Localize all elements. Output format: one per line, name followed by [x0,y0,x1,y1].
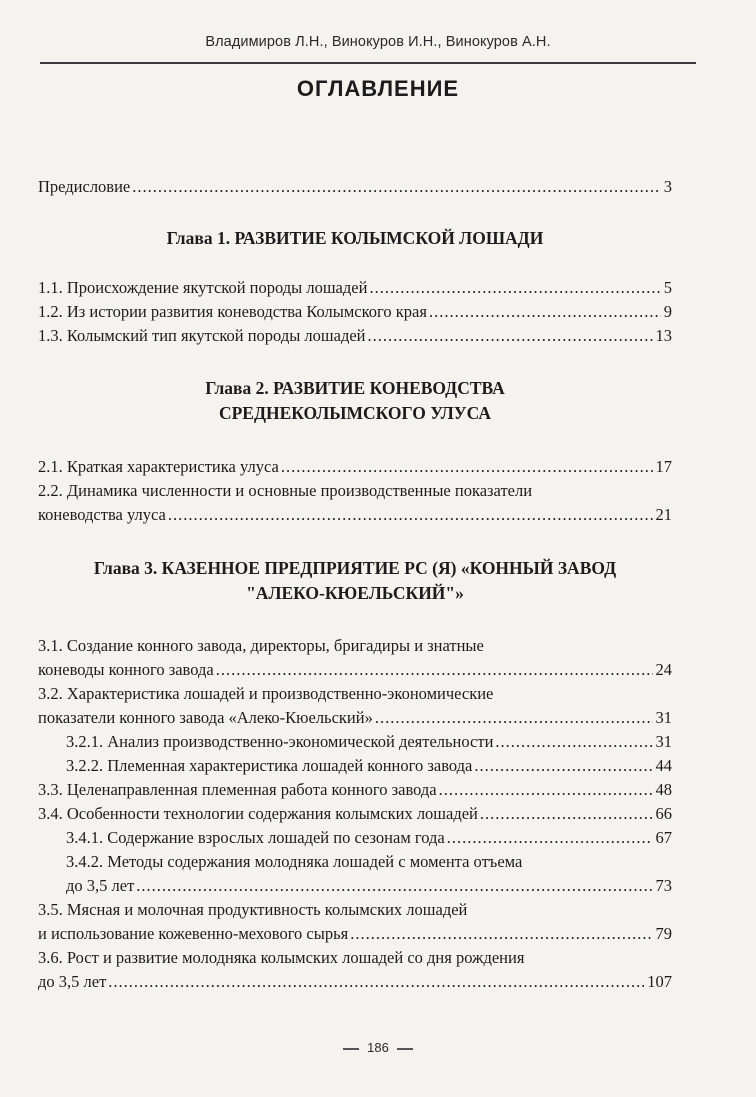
footer-dash-left [343,1048,359,1050]
toc-page: 31 [655,732,672,751]
chapter-3-heading [38,556,672,606]
chapter-2-heading [38,376,672,426]
toc-page: 3 [663,177,672,196]
toc-page: 107 [647,972,672,991]
toc-entry [38,276,672,300]
dot-leader [495,730,652,754]
toc-entry-line1: 3.1. Создание конного завода, директоры, бригадиры и знатные [38,636,484,655]
toc-entry [38,455,672,479]
toc-entry [38,658,672,682]
dot-leader [168,503,653,527]
toc-page: 21 [655,505,672,524]
toc-page: 13 [655,326,672,345]
toc-entry-line1: 3.6. Рост и развитие молодняка колымских лошадей со дня рождения [38,948,525,967]
dot-leader [108,970,644,994]
footer-dash-right [397,1048,413,1050]
toc-label: до 3,5 лет [38,972,107,991]
dot-leader [375,706,653,730]
toc-page: 17 [655,457,672,476]
page-number: 186 [367,1040,389,1055]
toc-label: 1.1. Происхождение якутской породы лошадей [38,278,368,297]
toc-entry [38,970,672,994]
toc-page: 24 [655,660,672,679]
dot-leader [429,300,661,324]
dot-leader [216,658,653,682]
toc-label: 3.4.1. Содержание взрослых лошадей по сезонам года [66,828,445,847]
page-title: ОГЛАВЛЕНИЕ [296,76,460,101]
page-footer [0,1040,756,1055]
toc-page: 9 [663,302,672,321]
dot-leader [480,802,653,826]
toc-label: до 3,5 лет [66,876,135,895]
toc-preface [38,175,672,199]
toc-entry [38,324,672,348]
dot-leader [281,455,653,479]
toc-label: 3.2.2. Племенная характеристика лошадей конного завода [66,756,473,775]
dot-leader [369,276,660,300]
toc-chapter-1 [38,276,672,348]
toc-entry [38,826,672,850]
chapter-2-heading-line1: Глава 2. РАЗВИТИЕ КОНЕВОДСТВА [205,378,505,398]
toc-label: 3.4. Особенности технологии содержания колымских лошадей [38,804,478,823]
toc-entry-line1: 3.2. Характеристика лошадей и производственно-экономические [38,684,494,703]
toc-entry-line1: 2.2. Динамика численности и основные производственные показатели [38,481,533,500]
dot-leader [447,826,653,850]
toc-label: 3.3. Целенаправленная племенная работа конного завода [38,780,437,799]
dot-leader [136,874,652,898]
toc-page: 67 [655,828,672,847]
toc-page: 48 [655,780,672,799]
toc-entry [38,778,672,802]
chapter-3-heading-line1: Глава 3. КАЗЕННОЕ ПРЕДПРИЯТИЕ РС (Я) «КОННЫЙ ЗАВОД [93,558,617,578]
toc-entry [38,922,672,946]
dot-leader [439,778,653,802]
chapter-3-heading-line2: "АЛЕКО-КЮЕЛЬСКИЙ"» [246,583,464,603]
dot-leader [474,754,652,778]
toc-entry [38,730,672,754]
toc-entry-line1: 3.5. Мясная и молочная продуктивность колымских лошадей [38,900,468,919]
toc-label: 1.3. Колымский тип якутской породы лошадей [38,326,366,345]
toc-entry [38,874,672,898]
toc-entry [38,503,672,527]
toc-page: 44 [655,756,672,775]
toc-page: 73 [655,876,672,895]
toc-label: коневодства улуса [38,505,166,524]
toc-label: Предисловие [38,177,131,196]
toc-label: и использование кожевенно-мехового сырья [38,924,349,943]
toc-chapter-3 [38,634,672,994]
dot-leader [350,922,652,946]
toc-label: показатели конного завода «Алеко-Кюельский» [38,708,373,727]
toc-entry [38,706,672,730]
toc-label: 3.2.1. Анализ производственно-экономической деятельности [66,732,494,751]
toc-entry [38,754,672,778]
toc-entry-line1: 3.4.2. Методы содержания молодняка лошадей с момента отъема [66,852,523,871]
dot-leader [132,175,661,199]
toc-page: 31 [655,708,672,727]
toc-page: 66 [655,804,672,823]
toc-page: 79 [655,924,672,943]
chapter-2-heading-line2: СРЕДНЕКОЛЫМСКОГО УЛУСА [218,403,492,423]
toc-entry [38,802,672,826]
toc-chapter-2 [38,455,672,527]
dot-leader [368,324,653,348]
toc-page: 5 [663,278,672,297]
toc-label: 1.2. Из истории развития коневодства Колымского края [38,302,427,321]
header-rule [40,62,696,64]
toc-label: 2.1. Краткая характеристика улуса [38,457,279,476]
running-head-authors: Владимиров Л.Н., Винокуров И.Н., Винокуров А.Н. [205,34,551,50]
toc-label: коневоды конного завода [38,660,214,679]
toc-entry [38,300,672,324]
chapter-1-heading: Глава 1. РАЗВИТИЕ КОЛЫМСКОЙ ЛОШАДИ [166,228,544,248]
